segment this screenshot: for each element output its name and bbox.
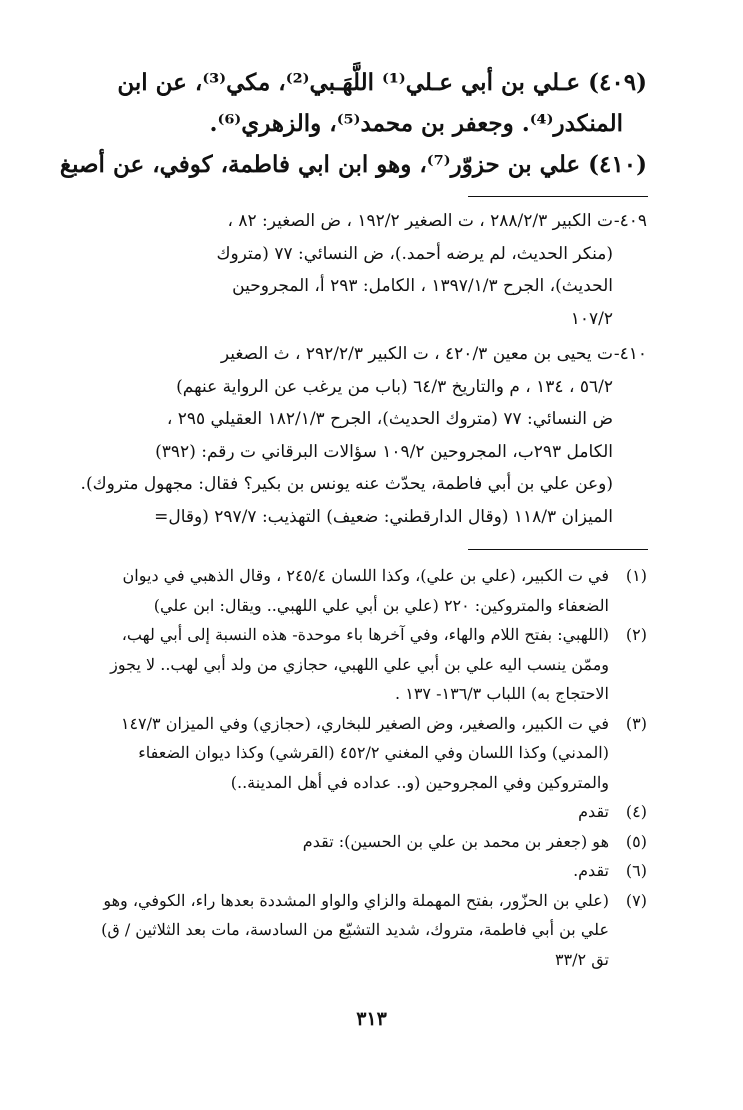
text-line: الكامل ٢٩٣ب، المجروحين ١٠٩/٢ سؤالات البرقاني ت رقم: (٣٩٢) [155,441,613,462]
footnote-number: (٦) [625,861,647,880]
footnote-number: (٧) [625,890,647,910]
text-line: (المدني) وكذا اللسان وفي المغني ٤٥٢/٢ (القرشي) وكذا ديوان الضعفاء [138,743,609,762]
text-line: في ت الكبير، والصغير، وض الصغير للبخاري، (حجازي) وفي الميزان ١٤٧/٣ [120,713,609,733]
footnote-separator [468,549,648,550]
text-line: وممّن ينسب اليه علي بن أبي علي اللهبي، حجازي من ولد أبي لهب.. لا يجوز [110,654,609,674]
footnote-number: (٢) [625,625,647,644]
text-line: الضعفاء والمتروكين: ٢٢٠ (علي بن أبي علي اللهبي.. ويقال: ابن علي) [153,595,609,615]
text-line: (وعن علي بن أبي فاطمة، يحدّث عنه يونس بن بكير؟ فقال: مجهول متروك). [80,474,613,494]
page-number: ٣١٣ [356,1008,387,1030]
reference-number: ٤١٠- [613,344,647,364]
entry-410 [59,144,647,185]
footnote-4 [86,797,647,827]
references-section [80,205,647,536]
separator-rule [468,196,648,197]
text-line: ٥٦/٢ ، ١٣٤ ، م والتاريخ ٦٤/٣ (باب من يرغب عن الرواية عنهم) [176,376,613,397]
footnote-1 [86,561,647,620]
reference-409 [86,205,647,335]
footnote-3 [86,709,647,798]
footnote-5 [86,827,647,857]
text-line: المنكدر⁽⁴⁾. وجعفر بن محمد⁽⁵⁾، والزهري⁽⁶⁾. [209,110,623,137]
text-line: علي بن أبي فاطمة، متروك، شديد التشيّع من السادسة، مات بعد الثلاثين / ق) [101,920,609,939]
text-line: الحديث)، الجرح ١٣٩٧/١/٣ ، الكامل: ٢٩٣ أ، المجروحين [232,276,613,296]
text-line: ت يحيى بن معين ٤٢٠/٣ ، ت الكبير ٢٩٢/٢/٣ ، ث الصغير [220,344,613,364]
text-line: (اللهبي: بفتح اللام والهاء، وفي آخرها باء موحدة- هذه النسبة إلى أبي لهب، [121,625,609,644]
text-line: ض النسائي: ٧٧ (متروك الحديث)، الجرح ١٨٢/١/٣ العقيلي ٢٩٥ ، [166,409,613,429]
text-line: ت الكبير ٢٨٨/٢/٣ ، ت الصغير ١٩٢/٢ ، ض الصغير: ٨٢ ، [227,211,613,231]
footnote-number: (١) [625,566,647,585]
text-line: الاحتجاج به) اللباب ١٣٦/٣- ١٣٧ . [395,684,609,703]
footnote-number: (٤) [625,802,647,821]
reference-410 [80,338,647,533]
reference-number: ٤٠٩- [613,211,647,231]
footnote-7 [86,886,647,975]
text-line: (منكر الحديث، لم يرضه أحمد.)، ض النسائي: ٧٧ (متروك [216,243,613,264]
footnote-6 [86,856,647,886]
footnotes-section [86,561,647,974]
text-line: ١٠٧/٢ [570,308,613,329]
text-line: (علي بن الحزّور، بفتح المهملة والزاي والواو المشددة بعدها راء، الكوفي، وهو [103,890,609,910]
text-line: الميزان ١١٨/٣ (وقال الدارقطني: ضعيف) التهذيب: ٢٩٧/٧ (وقال= [154,506,613,527]
main-text [59,62,647,185]
text-line: (٤١٠) علي بن حزوّر⁽⁷⁾، وهو ابن ابي فاطمة، كوفي، عن أصبغ [59,151,647,178]
text-line: في ت الكبير، (علي بن علي)، وكذا اللسان ٢٤٥/٤ ، وقال الذهبي في ديوان [122,566,609,585]
text-line: هو (جعفر بن محمد بن علي بن الحسين): تقدم [302,831,609,851]
entry-409 [86,62,647,144]
text-line: تق ٣٣/٢ [554,949,609,969]
footnote-number: (٥) [625,831,647,851]
text-line: تقدم. [573,861,609,880]
text-line: (٤٠٩) عـلي بن أبي عـلي⁽¹⁾ اللَّهَـبي⁽²⁾، مكي⁽³⁾، عن ابن [117,69,647,96]
text-line: والمتروكين وفي المجروحين (و.. عداده في أهل المدينة..) [230,772,609,792]
text-line: تقدم [578,802,609,821]
footnote-2 [86,620,647,709]
footnote-number: (٣) [625,713,647,733]
